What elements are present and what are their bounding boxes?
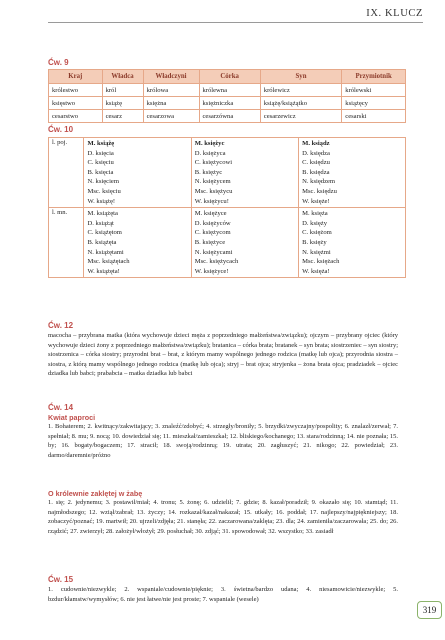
table-cell: księżniczka: [199, 97, 260, 110]
exercise-12-text: macocha – przybrana matka (która wychowuje dzieci męża z poprzedniego małżeństwa/związku); ojczym – przybrany ojciec (który wychowuje dzieci żony z poprzedniego małżeństwa/związku); bratanica – córka brata; bratanek – syn brata; siostrzeniec – syn siostry; siostrzenica – córka siostry; przyrodni brat – brat, z którym mamy wspólnego jednego rodzica (matkę lub ojca); przyrodnia siostra – siostra, z którą mamy wspólnego jednego rodzica (matkę lub ojca); stryj – brat ojca; stryjenka – żona brata ojca; pradziadek – ojciec dziadka lub babci; prababcia – matka dziadka lub babci: [48, 332, 398, 377]
case-line: Msc. księżycach: [194, 258, 239, 266]
case-line: W. książę!: [87, 197, 116, 205]
table-row: [49, 84, 406, 97]
case-line: N. księżycami: [194, 248, 233, 256]
table-cell: książęcy: [342, 97, 406, 110]
table-header-row: [49, 70, 406, 84]
case-line: B. książęta: [87, 238, 117, 246]
declension-cell: [299, 208, 406, 278]
table-cell: cesarzowa: [143, 110, 199, 123]
exercise-10-title: Ćw. 10: [48, 125, 74, 134]
case-line: M. książęta: [87, 210, 118, 218]
table-cell: księżna: [143, 97, 199, 110]
exercise-12-title: Ćw. 12: [48, 321, 74, 330]
chapter-title: IX. KLUCZ: [366, 8, 423, 19]
table-cell: królewna: [199, 84, 260, 97]
col-header: Córka: [199, 70, 260, 84]
page-number: 319: [417, 601, 442, 619]
declension-cell: [84, 208, 191, 278]
table-cell: królewicz: [260, 84, 341, 97]
number-label: l. mn.: [49, 208, 84, 278]
header-rule: [48, 22, 423, 23]
case-line: B. księży: [302, 238, 327, 246]
declension-cell: [299, 138, 406, 208]
case-line: N. książętami: [87, 248, 124, 256]
table-row: [49, 110, 406, 123]
case-line: Msc. książętach: [87, 258, 130, 266]
exercise-15-text: 1. cudownie/niezwykle; 2. wspaniale/cudownie/pięknie; 3. świetna/bardzo udana; 4. niesamowicie/niezwykle; 5. bzdur/kłamstw/wymysłów; 6. nie jest łatwe/nie jest proste; 7. wspaniale (wesele): [48, 586, 398, 603]
table-cell: cesarski: [342, 110, 406, 123]
case-line: C. księżycowi: [194, 159, 233, 167]
case-line: W. książęta!: [87, 267, 120, 275]
col-header: Władczyni: [143, 70, 199, 84]
case-line: C. księżom: [302, 229, 332, 237]
table-cell: królowa: [143, 84, 199, 97]
table-row-singular: [49, 138, 406, 208]
exercise-9-title: Ćw. 9: [48, 58, 69, 67]
case-line: W. księżycu!: [194, 197, 229, 205]
case-line: C. księciu: [87, 159, 114, 167]
exercise-14-answers-1: 1. Bohaterem; 2. kwitnący/zakwitający; 3. znaleźć/zdobyć; 4. strzegły/broniły; 5. brzydki/zwyczajny/pospolity; 6. znalazł/zerwał; 7. spełniał; 8. mu; 9. nocą; 10. dowiedział się; 11. mieszkał/zamieszkał; 12. bliskiego/kochanego; 13. stara/rodzinną; 14. nie poznała; 15. by; 16. bogaty/bogaczem; 17. stracił; 18. swoją/rodzinną; 19. utrata; 20. zagłuszyć; 21. nikogo; 22. powiedział; 23. darmo/daremnie/próżno: [48, 423, 398, 459]
declension-cell: [191, 208, 298, 278]
case-line: M. księżyc: [194, 140, 225, 147]
case-line: Msc. księżycu: [194, 187, 233, 195]
case-line: D. księdza: [302, 149, 330, 157]
table-cell: cesarzewicz: [260, 110, 341, 123]
table-cell: królewski: [342, 84, 406, 97]
case-line: N. księżycem: [194, 178, 231, 186]
story-title-kwiat-paproci: Kwiat paproci: [48, 413, 96, 422]
declension-cell: [191, 138, 298, 208]
case-line: B. księżyce: [194, 238, 226, 246]
table-cell: księstwo: [49, 97, 103, 110]
col-header: Władca: [102, 70, 143, 84]
case-line: D. księżyca: [194, 149, 226, 157]
col-header: Syn: [260, 70, 341, 84]
case-line: N. księżmi: [302, 248, 331, 256]
table-cell: cesarstwo: [49, 110, 103, 123]
case-line: W. księżyce!: [194, 267, 229, 275]
exercise-15-title: Ćw. 15: [48, 575, 74, 584]
col-header: Kraj: [49, 70, 103, 84]
exercise-14-title: Ćw. 14: [48, 403, 74, 412]
case-line: D. księży: [302, 219, 327, 227]
case-line: D. księcia: [87, 149, 114, 157]
case-line: N. księdzem: [302, 178, 336, 186]
table-cell: książę/książątko: [260, 97, 341, 110]
table-row: [49, 97, 406, 110]
case-line: M. książę: [87, 140, 115, 147]
table-cell: książę: [102, 97, 143, 110]
case-line: C. księżycom: [194, 229, 231, 237]
case-line: M. księżyce: [194, 210, 227, 218]
case-line: B. księżyc: [194, 168, 223, 176]
case-line: C. książętom: [87, 229, 122, 237]
exercise-10-table: [48, 137, 406, 278]
col-header: Przymiotnik: [342, 70, 406, 84]
case-line: Msc. księdzu: [302, 187, 337, 195]
case-line: C. księdzu: [302, 159, 330, 167]
declension-cell: [84, 138, 191, 208]
table-cell: cesarz: [102, 110, 143, 123]
table-cell: cesarzówna: [199, 110, 260, 123]
case-line: M. ksiądz: [302, 140, 330, 147]
case-line: B. księcia: [87, 168, 114, 176]
table-row-plural: [49, 208, 406, 278]
exercise-9-table: [48, 69, 406, 123]
case-line: B. księdza: [302, 168, 330, 176]
exercise-14-answers-2: 1. się; 2. jedynemu; 3. postawił/miał; 4. tronu; 5. żonę; 6. udzielił; 7. gdzie; 8. kazał/poradził; 9. okazało się; 10. stamtąd; 11. najmłodszego; 12. wziął/zabrał; 13. życzy; 14. rozkazał/kazał/nakazał; 15. utkały; 16. poddał; 17. najlepszy/najpiękniejszy; 18. zobaczyć/poznać; 19. martwił; 20. ujrzeli/zdjęła; 21. stanęła; 22. zaczarowana/zaklęta; 23. dla; 24. zamieniła/zaczarowała; 25. do; 26. rządzić; 27. zwierzył; 28. założył/włożył; 29. posłuchał; 30. zdjąć; 31. spowodował; 32. wszystko; 33. zasiadł: [48, 499, 398, 535]
table-cell: król: [102, 84, 143, 97]
case-line: Msc. księżach: [302, 258, 340, 266]
case-line: D. książąt: [87, 219, 114, 227]
case-line: M. księża: [302, 210, 328, 218]
case-line: N. księciem: [87, 178, 119, 186]
story-title-krolewna: O królewnie zaklętej w żabę: [48, 489, 143, 498]
table-cell: królestwo: [49, 84, 103, 97]
number-label: l. poj.: [49, 138, 84, 208]
case-line: D. księżyców: [194, 219, 231, 227]
case-line: Msc. księciu: [87, 187, 121, 195]
case-line: W. księże!: [302, 197, 330, 205]
case-line: W. księża!: [302, 267, 330, 275]
